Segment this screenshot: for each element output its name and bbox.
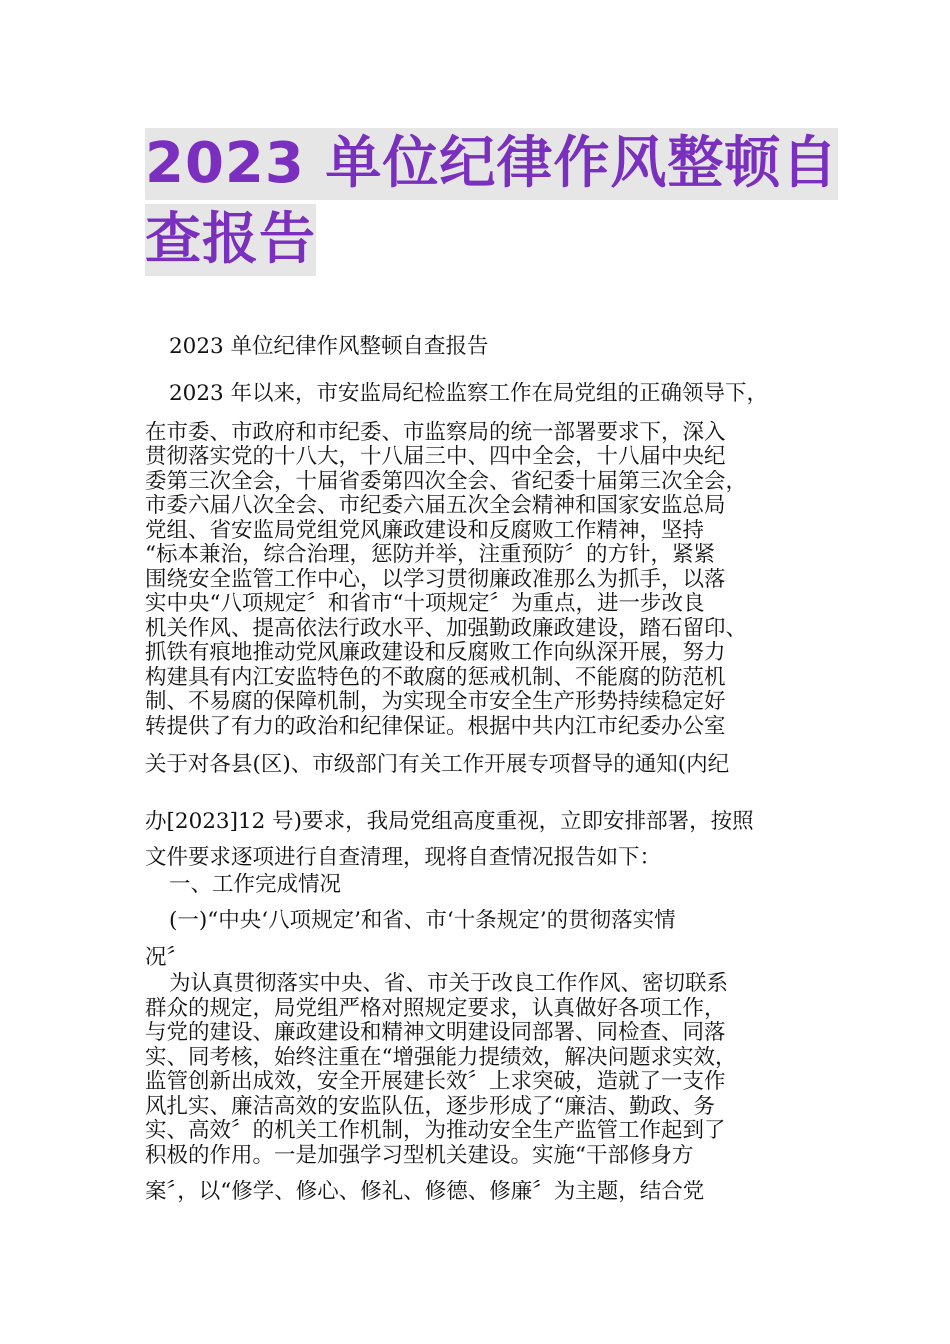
subsection-heading: 况〞 <box>145 945 189 970</box>
paragraph-line: 机关作风、提高依法行政水平、加强勤政廉政建设，踏石留印、 <box>145 616 748 641</box>
document-title <box>145 128 839 280</box>
paragraph-line: 与党的建设、廉政建设和精神文明建设同部署、同检查、同落 <box>145 1021 726 1045</box>
paragraph-line: 为认真贯彻落实中央、省、市关于改良工作作风、密切联系 <box>169 972 729 996</box>
paragraph-line: 抓铁有痕地推动党风廉政建设和反腐败工作向纵深开展，努力 <box>145 641 726 665</box>
paragraph-line: 实中央“八项规定〞和省市“十项规定〞为重点，进一步改良 <box>145 592 705 616</box>
paragraph-line: 文件要求逐项进行自查清理，现将自查情况报告如下： <box>145 846 662 870</box>
paragraph-line: 贯彻落实党的十八大，十八届三中、四中全会，十八届中央纪 <box>145 445 726 469</box>
paragraph-line: 转提供了有力的政治和纪律保证。根据中共内江市纪委办公室 <box>145 714 726 739</box>
paragraph-line: 关于对各县(区)、市级部门有关工作开展专项督导的通知(内纪 <box>145 753 730 777</box>
paragraph-line: 党组、省安监局党组党风廉政建设和反腐败工作精神，坚持 <box>145 518 705 543</box>
paragraph-line: 构建具有内江安监特色的不敢腐的惩戒机制、不能腐的防范机 <box>145 665 726 690</box>
paragraph-line: 委第三次全会，十届省委第四次全会、省纪委十届第三次全会， <box>145 469 748 494</box>
title-line-2: 查报告 <box>145 204 316 276</box>
paragraph-line: 实、高效〞的机关工作机制，为推动安全生产监管工作起到了 <box>145 1119 726 1143</box>
document-body <box>145 330 815 1205</box>
paragraph-line: 积极的作用。一是加强学习型机关建设。实施“干部修身方 <box>145 1143 694 1168</box>
paragraph-line: “标本兼治，综合治理，惩防并举，注重预防〞的方针，紧紧 <box>145 543 715 567</box>
document-subtitle: 2023 单位纪律作风整顿自查报告 <box>169 334 489 359</box>
paragraph-line: 制、不易腐的保障机制，为实现全市安全生产形势持续稳定好 <box>145 690 726 714</box>
paragraph-line: 风扎实、廉洁高效的安监队伍，逐步形成了“廉洁、勤政、务 <box>145 1094 715 1119</box>
paragraph-line: 围绕安全监管工作中心，以学习贯彻廉政准那么为抓手，以落 <box>145 567 726 592</box>
paragraph-line: 市委六届八次全会、市纪委六届五次全会精神和国家安监总局 <box>145 494 726 518</box>
paragraph-line: 监管创新出成效，安全开展建长效〞上求突破，造就了一支作 <box>145 1070 726 1094</box>
paragraph-1 <box>145 382 815 871</box>
paragraph-line: 2023 年以来，市安监局纪检监察工作在局党组的正确领导下， <box>169 382 769 406</box>
paragraph-line: 群众的规定，局党组严格对照规定要求，认真做好各项工作， <box>145 996 726 1021</box>
paragraph-line: 案〞，以“修学、修心、修礼、修德、修廉〞为主题，结合党 <box>145 1180 705 1204</box>
paragraph-line: 在市委、市政府和市纪委、市监察局的统一部署要求下，深入 <box>145 420 726 445</box>
title-line-1: 2023 单位纪律作风整顿自 <box>145 128 838 200</box>
paragraph-line: 实、同考核，始终注重在“增强能力提绩效，解决问题求实效， <box>145 1045 737 1070</box>
paragraph-line: 办[2023]12 号)要求，我局党组高度重视，立即安排部署，按照 <box>145 809 754 834</box>
subsection-heading: (一)“中央‘八项规定’和省、市‘十条规定’的贯彻落实情 <box>169 909 676 933</box>
paragraph-2 <box>145 972 815 1205</box>
section-heading: 一、工作完成情况 <box>169 872 342 897</box>
